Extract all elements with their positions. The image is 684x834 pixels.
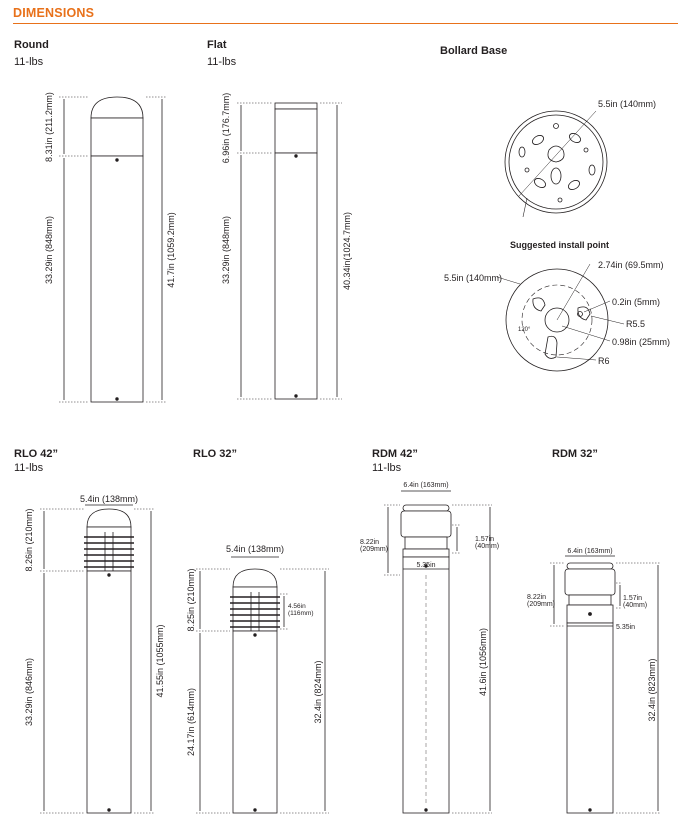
- round-top-height-label: 8.31in (211.2mm): [44, 92, 54, 162]
- rlo32-total-height-label: 32.4in (824mm): [313, 660, 323, 724]
- install-r2-label: R6: [598, 356, 610, 366]
- round-weight: 11-lbs: [14, 56, 44, 68]
- rdm42-lens-height-label: 1.57in: [475, 536, 495, 543]
- install-bolt-circle-label: 2.74in (69.5mm): [598, 260, 664, 270]
- rdm32-bollard-drawing: [550, 556, 660, 813]
- install-point-drawing: [497, 264, 624, 371]
- bollard-base-drawing: [505, 111, 607, 217]
- rdm32-title: RDM 32”: [552, 448, 598, 460]
- rdm32-post-width-label: 5.35in: [616, 624, 636, 631]
- rdm42-post-width-label: 5.35in: [416, 562, 436, 569]
- rlo32-louver-height-label: 4.56in: [288, 603, 306, 610]
- rdm42-lens-height-mm-label: (40mm): [475, 543, 500, 550]
- rlo32-top-height-label: 8.25in (210mm): [186, 568, 196, 632]
- install-hole-label: 0.2in (5mm): [612, 297, 661, 307]
- rlo42-bollard-drawing: [40, 505, 155, 813]
- rlo42-top-height-label: 8.26in (210mm): [24, 508, 34, 572]
- round-total-height-label: 41.7in (1059.2mm): [166, 212, 176, 288]
- flat-weight: 11-lbs: [207, 56, 237, 68]
- flat-post-height-label: 33.29in (848mm): [221, 215, 231, 285]
- rdm42-title: RDM 42”: [372, 448, 418, 460]
- rdm32-top-height-mm-label: (209mm): [527, 601, 556, 608]
- flat-title: Flat: [207, 39, 227, 51]
- flat-top-height-label: 6.96in (176.7mm): [221, 92, 231, 164]
- flat-total-height-label: 40.34in(1024.7mm): [342, 211, 352, 291]
- rdm42-top-height-label: 8.22in: [360, 539, 380, 546]
- rlo42-post-height-label: 33.29in (846mm): [24, 657, 34, 727]
- bollard-base-title: Bollard Base: [440, 45, 508, 57]
- rlo42-title: RLO 42”: [14, 448, 59, 460]
- bollard-base-diameter-label: 5.5in (140mm): [598, 99, 657, 109]
- rdm42-total-height-label: 41.6in (1056mm): [478, 627, 488, 697]
- rlo42-weight: 11-lbs: [14, 462, 44, 474]
- rlo42-total-height-label: 41.55in (1055mm): [155, 624, 165, 698]
- rlo32-louver-height-mm-label: (116mm): [288, 610, 314, 617]
- install-title: Suggested install point: [510, 240, 610, 250]
- rdm32-top-height-label: 8.22in: [527, 594, 547, 601]
- rlo32-post-height-label: 24.17in (614mm): [186, 687, 196, 757]
- rlo32-width-label: 5.4in (138mm): [225, 544, 285, 554]
- rdm42-weight: 11-lbs: [372, 462, 402, 474]
- rdm32-total-height-label: 32.4in (823mm): [647, 658, 657, 722]
- install-center-hole-label: 0.98in (25mm): [612, 337, 671, 347]
- rdm42-width-label: 6.4in (163mm): [403, 482, 449, 489]
- section-title: DIMENSIONS: [13, 6, 95, 20]
- install-diameter-label: 5.5in (140mm): [444, 273, 503, 283]
- rlo42-width-label: 5.4in (138mm): [79, 494, 139, 504]
- install-r1-label: R5.5: [626, 319, 646, 329]
- round-title: Round: [14, 39, 49, 51]
- install-angle-label: 120°: [518, 327, 531, 333]
- round-bollard-drawing: [59, 97, 166, 402]
- round-post-height-label: 33.29in (848mm): [44, 215, 54, 285]
- rdm42-top-height-mm-label: (209mm): [360, 546, 389, 553]
- rdm32-lens-height-label: 1.57in: [623, 595, 643, 602]
- flat-bollard-drawing: [237, 103, 342, 399]
- rdm32-width-label: 6.4in (163mm): [567, 548, 613, 555]
- rdm32-lens-height-mm-label: (40mm): [623, 602, 648, 609]
- rlo32-title: RLO 32”: [193, 448, 238, 460]
- rlo32-bollard-drawing: [196, 557, 329, 813]
